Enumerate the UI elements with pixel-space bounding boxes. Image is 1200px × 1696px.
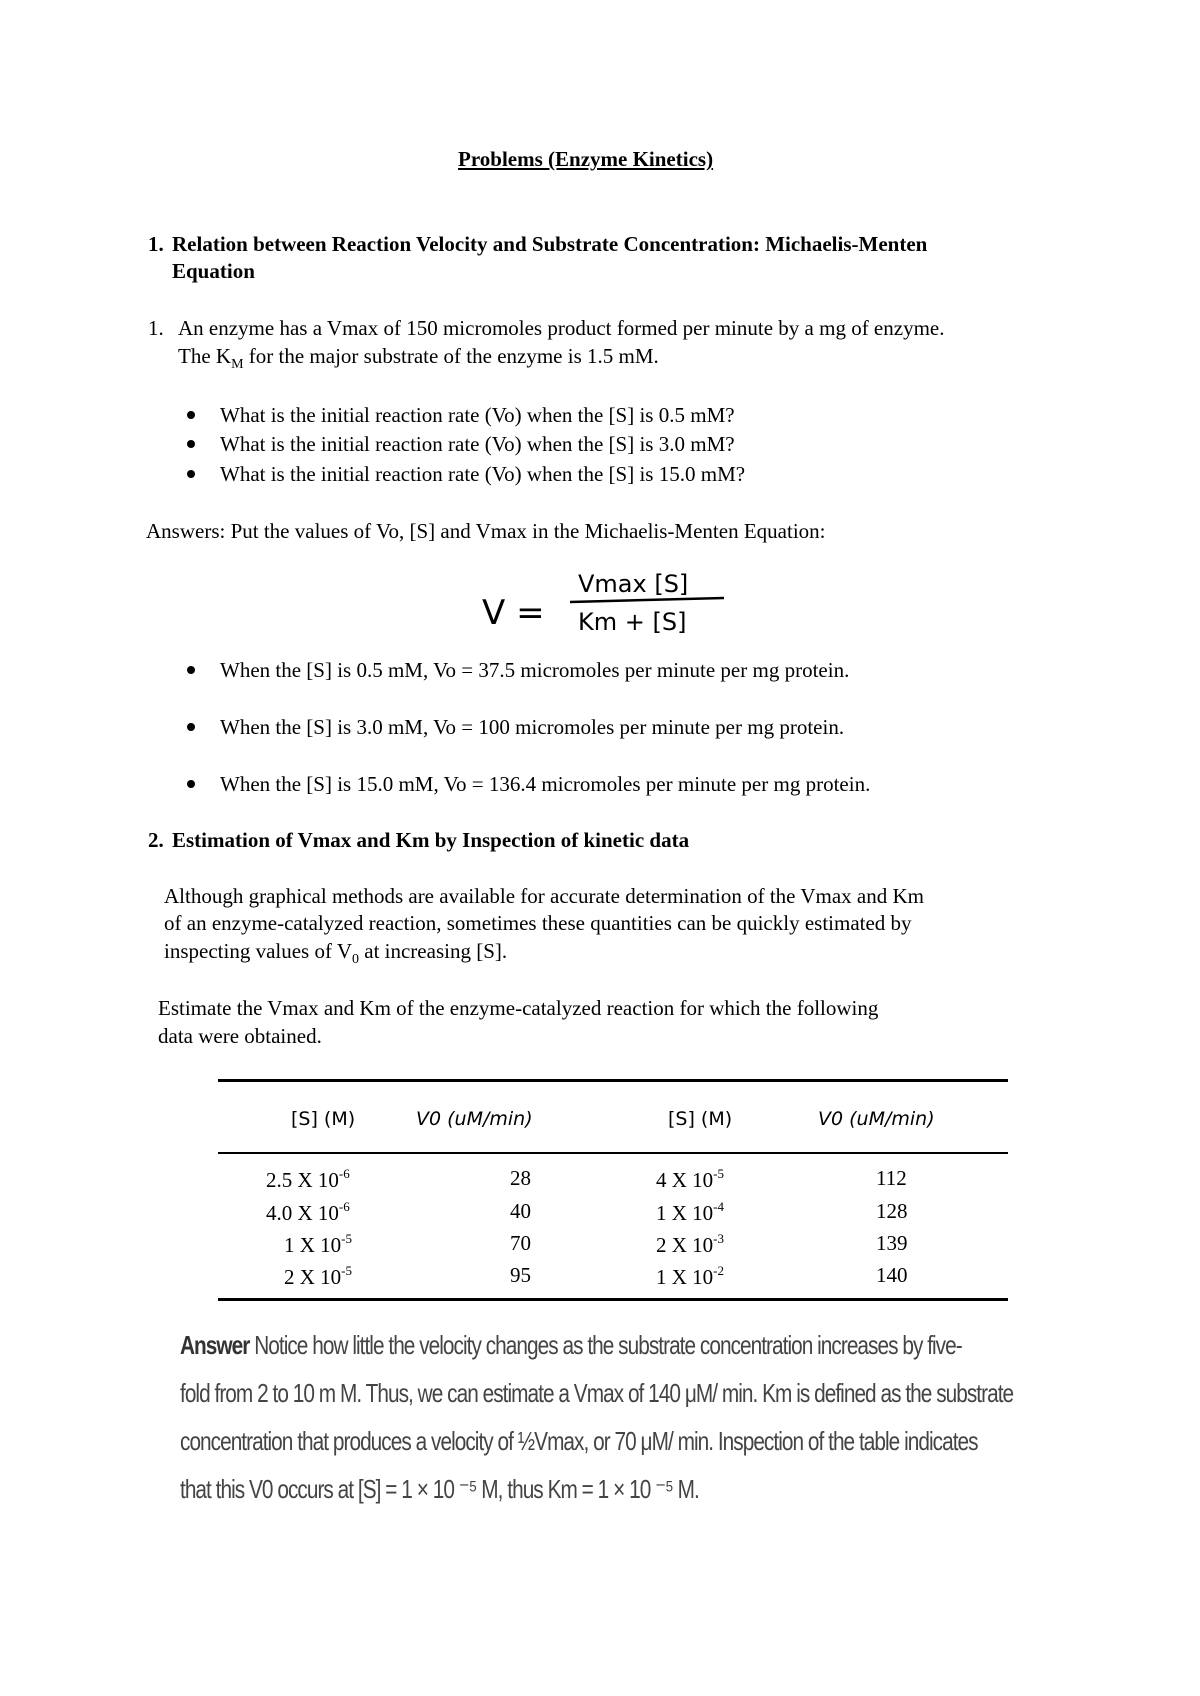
- table-header-v1: V0 (uM/min): [416, 1108, 533, 1130]
- table-header-s2: [S] (M): [668, 1108, 733, 1130]
- para2-line1: Estimate the Vmax and Km of the enzyme-catalyzed reaction for which the following: [158, 996, 879, 1020]
- answer-line1: Answer Notice how little the velocity changes as the substrate concentration increases by five-: [180, 1330, 962, 1360]
- table-cell-v2: 140: [876, 1263, 908, 1287]
- table-cell-s2: 1 X $10^{-2}$: [656, 1263, 725, 1289]
- answers-intro: Answers: Put the values of Vo, [S] and Vmax in the Michaelis-Menten Equation:: [146, 519, 826, 543]
- table-cell-v2: 112: [876, 1166, 907, 1190]
- para1-line3: inspecting values of $V_0$ at increasing [S].: [164, 939, 508, 968]
- question-2: What is the initial reaction rate (Vo) when the [S] is 3.0 mM?: [220, 432, 735, 456]
- question-1: What is the initial reaction rate (Vo) when the [S] is 0.5 mM?: [220, 403, 735, 427]
- formula-lhs: V =: [482, 593, 545, 633]
- bullet-icon: [187, 666, 195, 674]
- formula-drawing: [480, 562, 730, 642]
- problem-line2: The $K_M$ for the major substrate of the enzyme is 1.5 mM.: [178, 344, 659, 373]
- formula-numerator: Vmax [S]: [578, 570, 689, 598]
- table-cell-s2: 1 X $10^{-4}$: [656, 1199, 725, 1225]
- problem-number: 1.: [148, 316, 164, 340]
- table-cell-s1: 4.0 X $10^{-6}$: [266, 1199, 350, 1225]
- section1-heading-line2: Equation: [172, 259, 255, 283]
- answer-label: Answer: [180, 1330, 250, 1360]
- table-top-rule: [218, 1079, 1008, 1082]
- fraction-bar: [570, 598, 724, 602]
- table-cell-v1: 70: [510, 1231, 531, 1255]
- table-cell-s1: 2.5 X $10^{-6}$: [266, 1166, 350, 1192]
- table-cell-v1: 40: [510, 1199, 531, 1223]
- table-cell-s1: 1 X $10^{-5}$: [284, 1231, 353, 1257]
- answer-line2: fold from 2 to 10 m M. Thus, we can estimate a Vmax of 140 μM/ min. Km is defined as the substrate: [180, 1378, 1014, 1408]
- question-3: What is the initial reaction rate (Vo) when the [S] is 15.0 mM?: [220, 462, 746, 486]
- table-header-s1: [S] (M): [291, 1108, 356, 1130]
- bullet-icon: [187, 470, 195, 478]
- table-bottom-rule: [218, 1298, 1008, 1301]
- bullet-icon: [187, 780, 195, 788]
- table-mid-rule: [218, 1152, 1008, 1154]
- table-cell-v2: 139: [876, 1231, 908, 1255]
- answer-3: When the [S] is 15.0 mM, Vo = 136.4 micromoles per minute per mg protein.: [220, 772, 871, 796]
- formula-denominator: Km + [S]: [578, 608, 687, 636]
- table-header-v2: V0 (uM/min): [818, 1108, 935, 1130]
- michaelis-menten-formula: [480, 562, 730, 642]
- answer-line3: concentration that produces a velocity of ½Vmax, or 70 μM/ min. Inspection of the table indicates: [180, 1426, 978, 1456]
- table-cell-v1: 95: [510, 1263, 531, 1287]
- para1-line2: of an enzyme-catalyzed reaction, sometimes these quantities can be quickly estimated by: [164, 911, 912, 935]
- problem-line1: An enzyme has a Vmax of 150 micromoles product formed per minute by a mg of enzyme.: [178, 316, 945, 340]
- para2-line2: data were obtained.: [158, 1024, 322, 1048]
- section1-number: 1.: [148, 232, 164, 256]
- table-cell-s2: 4 X $10^{-5}$: [656, 1166, 725, 1192]
- answer-1: When the [S] is 0.5 mM, Vo = 37.5 micromoles per minute per mg protein.: [220, 658, 850, 682]
- para1-line1: Although graphical methods are available for accurate determination of the Vmax and Km: [164, 884, 924, 908]
- section2-number: 2.: [148, 828, 164, 852]
- section2-heading: Estimation of Vmax and Km by Inspection of kinetic data: [172, 828, 690, 852]
- bullet-icon: [187, 411, 195, 419]
- table-cell-v2: 128: [876, 1199, 908, 1223]
- page-title: Problems (Enzyme Kinetics): [458, 147, 714, 171]
- answer-2: When the [S] is 3.0 mM, Vo = 100 micromoles per minute per mg protein.: [220, 715, 845, 739]
- section1-heading-line1: Relation between Reaction Velocity and Substrate Concentration: Michaelis-Menten: [172, 232, 928, 256]
- table-cell-v1: 28: [510, 1166, 531, 1190]
- bullet-icon: [187, 723, 195, 731]
- answer-line4: that this V0 occurs at [S] = 1 × 10 ⁻⁵ M, thus Km = 1 × 10 ⁻⁵ M.: [180, 1474, 699, 1504]
- bullet-icon: [187, 440, 195, 448]
- table-cell-s2: 2 X $10^{-3}$: [656, 1231, 725, 1257]
- table-cell-s1: 2 X $10^{-5}$: [284, 1263, 353, 1289]
